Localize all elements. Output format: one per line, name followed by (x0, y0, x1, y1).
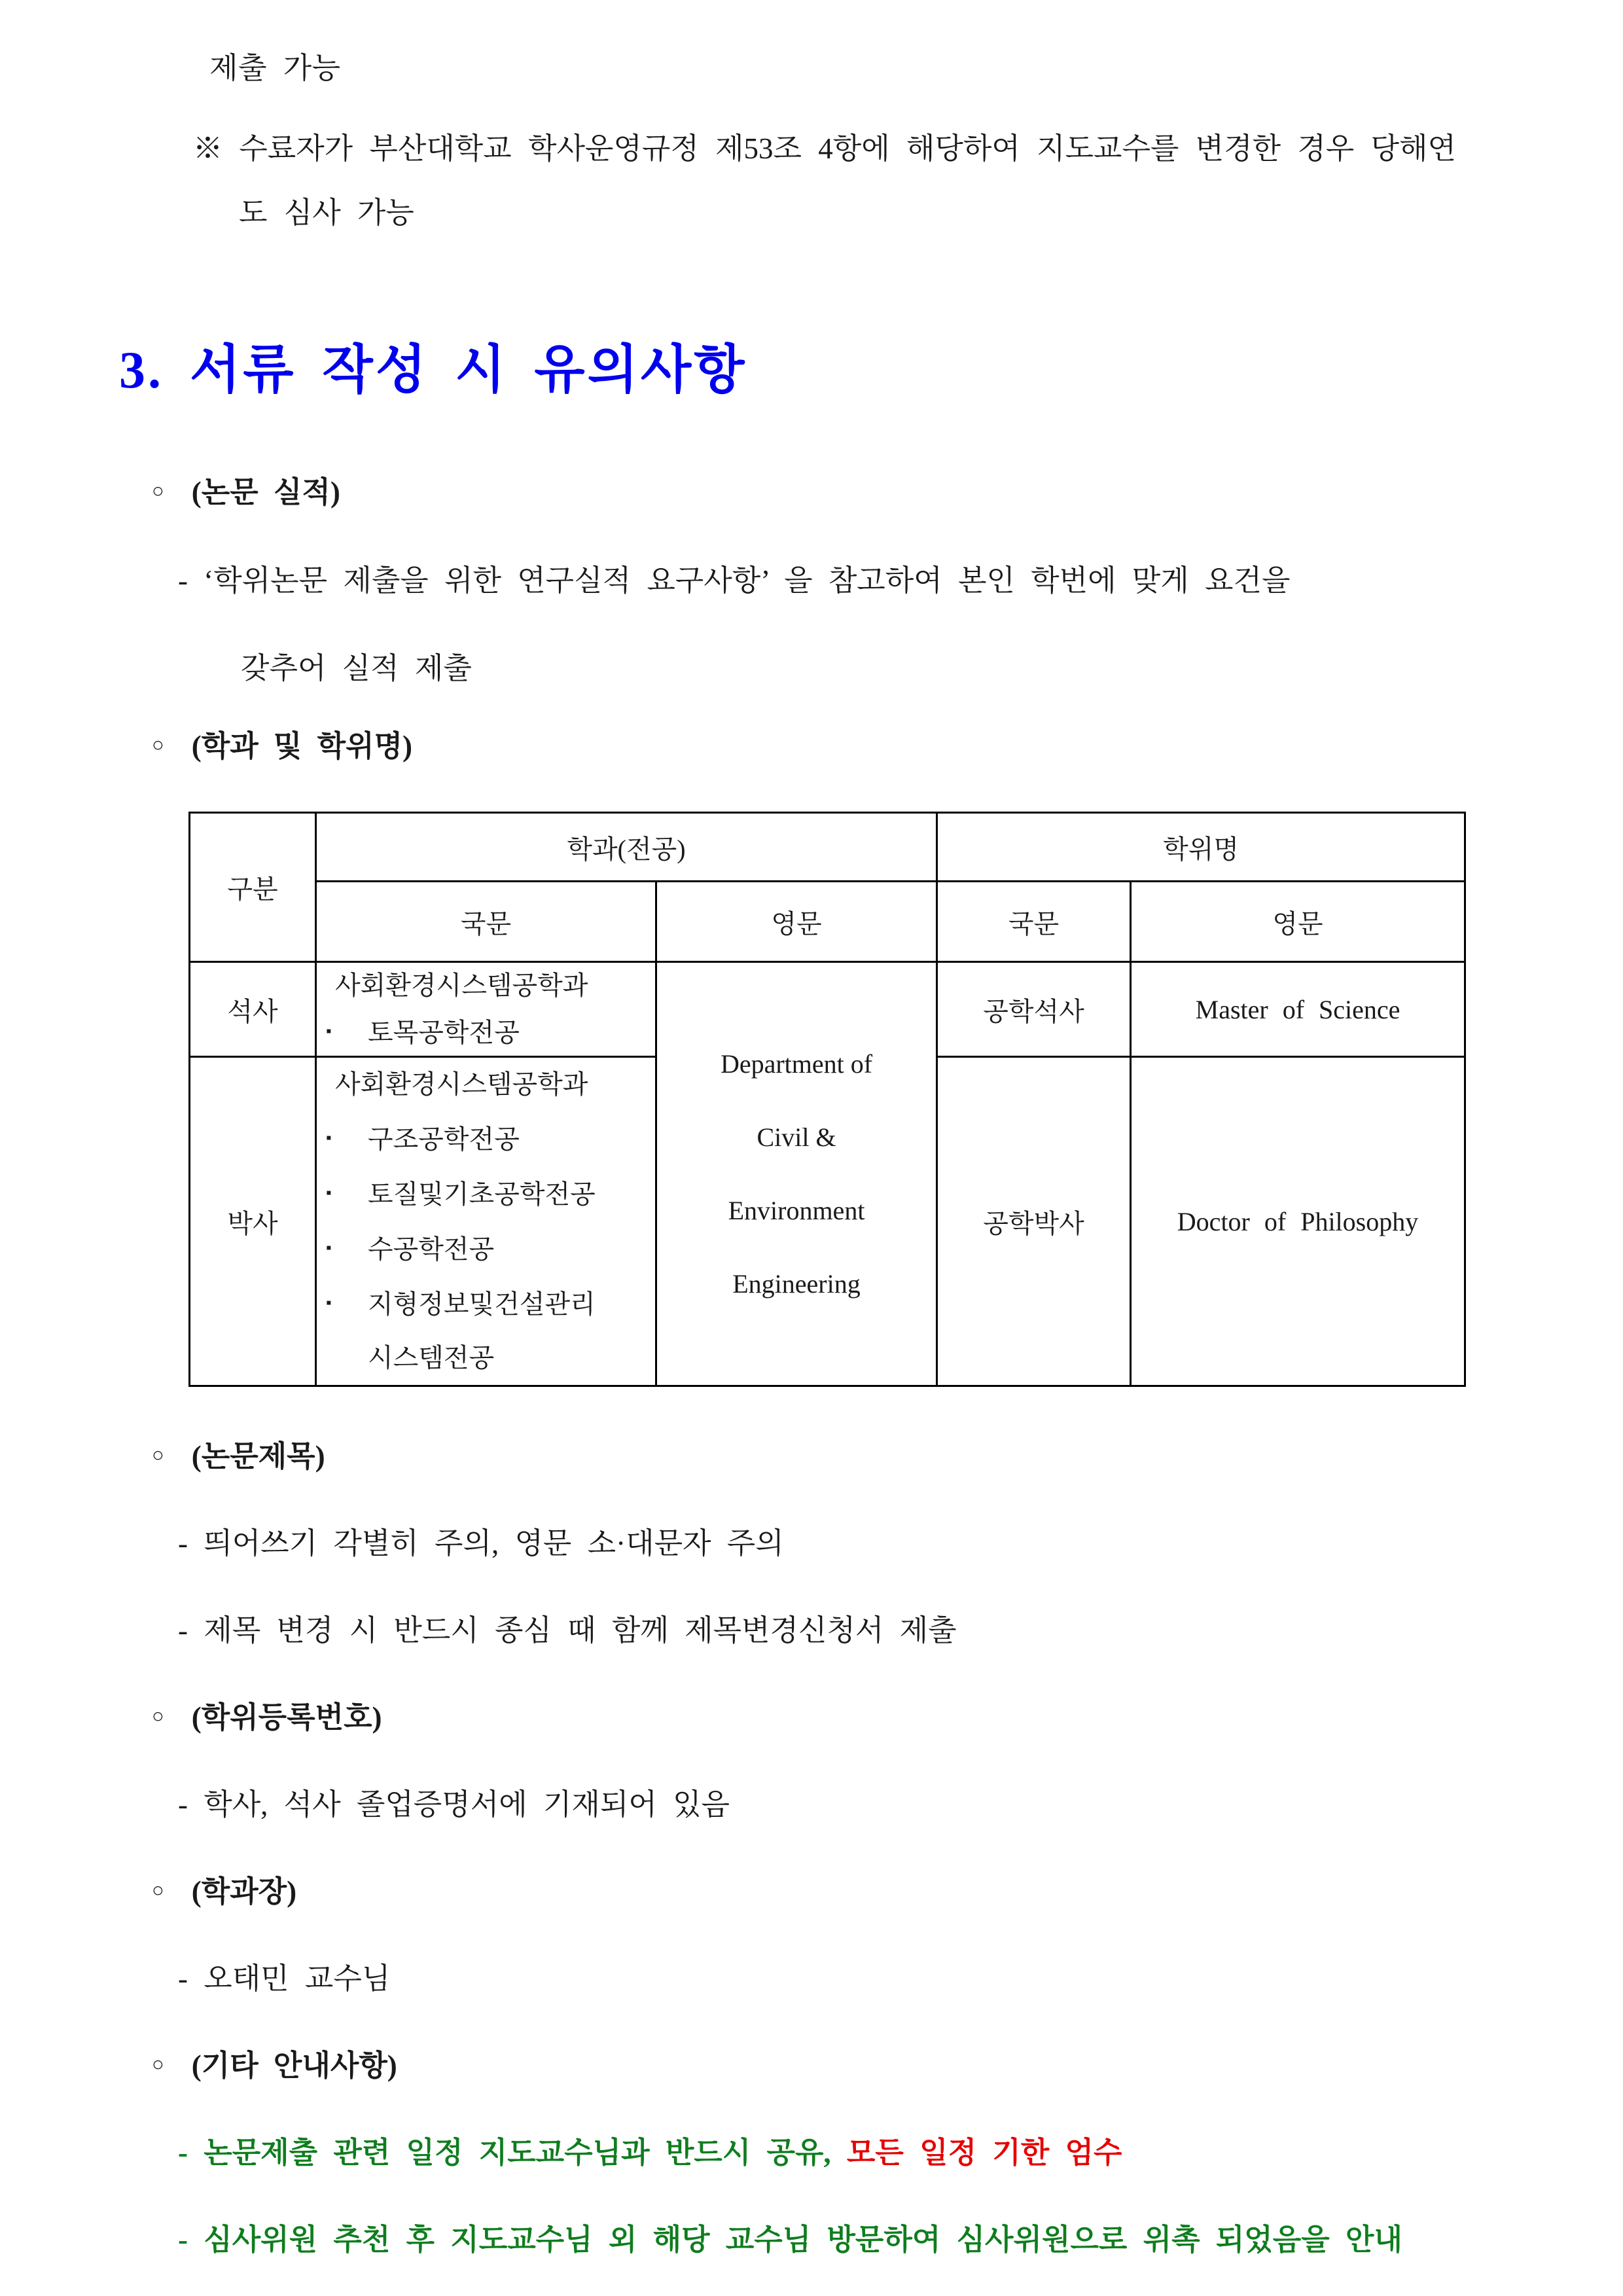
major-text: 토목공학전공 (368, 1018, 520, 1047)
etc-note-committee-line: - 심사위원 추천 후 지도교수님 외 해당 교수님 방문하여 심사위원으로 위촉 되었음을 안내 (178, 2223, 1402, 2256)
item-thesis-record-label: (논문 실적) (191, 476, 340, 509)
thesis-record-note-line1: - ‘학위논문 제출을 위한 연구실적 요구사항’ 을 참고하여 본인 학번에 맞게 요건을 (178, 564, 1291, 597)
asterisk-note-line1: ※ 수료자가 부산대학교 학사운영규정 제53조 4항에 해당하여 지도교수를 변경한 경우 당해연 (193, 132, 1456, 165)
row-master-label: 석사 (190, 962, 316, 1057)
dept-head-note1: - 오태민 교수님 (178, 1962, 391, 1995)
row-doctor-label: 박사 (190, 1057, 316, 1386)
item-etc-notes-label: (기타 안내사항) (191, 2049, 397, 2082)
top-note: 제출 가능 (209, 52, 341, 84)
circle-bullet-icon: ○ (152, 1443, 164, 1466)
doctor-dept-korean-cell (316, 1057, 656, 1386)
item-degree-reg-no (152, 1693, 382, 1736)
major-line (317, 1111, 655, 1166)
major-text: 지형정보및건설관리 (368, 1289, 596, 1319)
table-header-category: 구분 (190, 813, 316, 962)
item-etc-notes (152, 2041, 397, 2084)
major-text: 수공학전공 (368, 1234, 495, 1264)
major-text: 시스템전공 (368, 1343, 495, 1372)
circle-bullet-icon: ○ (152, 1704, 164, 1727)
table-header-degree-name: 학위명 (937, 813, 1465, 882)
asterisk-note-line2: 도 심사 가능 (239, 196, 414, 229)
dept-english-cell (656, 962, 937, 1386)
major-line (317, 1009, 655, 1056)
major-line (317, 1276, 655, 1331)
item-thesis-title-label: (논문제목) (191, 1440, 325, 1473)
section-heading: 3. 서류 작성 시 유의사항 (119, 342, 747, 399)
table-header-degree-korean: 국문 (937, 882, 1131, 962)
master-dept-korean-cell (316, 962, 656, 1057)
item-dept-head (152, 1867, 296, 1910)
square-bullet-icon: ▪ (326, 1295, 332, 1312)
dept-name: 사회환경시스템공학과 (335, 971, 588, 1000)
dept-english-line: Civil & (757, 1122, 836, 1152)
dept-name: 사회환경시스템공학과 (335, 1069, 588, 1099)
dept-degree-table (188, 812, 1466, 1387)
doctor-degree-korean: 공학박사 (937, 1057, 1131, 1386)
circle-bullet-icon: ○ (152, 1878, 164, 1901)
etc-note-schedule-line (178, 2128, 1122, 2171)
item-degree-reg-no-label: (학위등록번호) (191, 1701, 382, 1734)
item-dept-head-label: (학과장) (191, 1875, 297, 1908)
circle-bullet-icon: ○ (152, 733, 164, 756)
etc-note-green-text: - 논문제출 관련 일정 지도교수님과 반드시 공유, (178, 2136, 847, 2169)
item-thesis-record (152, 468, 340, 511)
item-dept-degree (152, 722, 412, 764)
item-thesis-title (152, 1432, 325, 1475)
circle-bullet-icon: ○ (152, 2053, 164, 2075)
table-header-dept-korean: 국문 (316, 882, 656, 962)
thesis-record-note-line2: 갖추어 실적 제출 (241, 652, 472, 685)
major-continuation-line (317, 1331, 655, 1385)
major-line (317, 1166, 655, 1221)
square-bullet-icon: ▪ (326, 1023, 332, 1040)
square-bullet-icon: ▪ (326, 1185, 332, 1202)
table-header-dept-english: 영문 (656, 882, 937, 962)
table-header-degree-english: 영문 (1131, 882, 1465, 962)
etc-note-red-text: 모든 일정 기한 엄수 (846, 2136, 1122, 2169)
dept-english-line: Engineering (732, 1268, 861, 1299)
dept-english-line: Environment (728, 1195, 865, 1225)
circle-bullet-icon: ○ (152, 479, 164, 502)
master-degree-english: Master of Science (1131, 962, 1465, 1057)
major-text: 구조공학전공 (368, 1124, 520, 1154)
table-header-dept-major: 학과(전공) (316, 813, 937, 882)
major-text: 토질및기초공학전공 (368, 1179, 596, 1209)
thesis-title-note2: - 제목 변경 시 반드시 종심 때 함께 제목변경신청서 제출 (178, 1614, 957, 1647)
square-bullet-icon: ▪ (326, 1130, 332, 1147)
doctor-degree-english: Doctor of Philosophy (1131, 1057, 1465, 1386)
item-dept-degree-label: (학과 및 학위명) (191, 730, 413, 762)
major-line (317, 1221, 655, 1276)
square-bullet-icon: ▪ (326, 1240, 332, 1257)
degree-reg-no-note1: - 학사, 석사 졸업증명서에 기재되어 있음 (178, 1788, 730, 1821)
thesis-title-note1: - 띄어쓰기 각별히 주의, 영문 소·대문자 주의 (178, 1527, 784, 1560)
dept-english-line: Department of (720, 1049, 873, 1079)
master-degree-korean: 공학석사 (937, 962, 1131, 1057)
